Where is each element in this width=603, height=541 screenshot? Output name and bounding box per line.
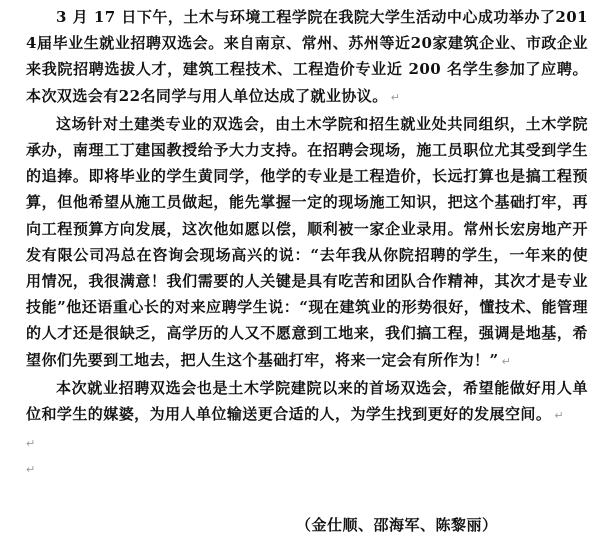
author-byline: （金仕顺、邵海军、陈黎丽） xyxy=(296,516,498,534)
empty-paragraph xyxy=(26,429,588,455)
paragraph-mark-icon: ↵ xyxy=(26,437,36,451)
paragraph-text: 3 月 17 日下午，土木与环境工程学院在我院大学生活动中心成功举办了2014届毕业生就业招聘双选会。来自南京、常州、苏州等近20家建筑企业、市政企业来我院招聘选拔人才，建筑工程技术、工程造价专业近 200 名学生参加了应聘。本次双选会有22名同学与用人单位达成了就业协议。 xyxy=(26,8,588,105)
paragraph-mark-icon: ↵ xyxy=(501,354,512,368)
paragraph-text: 这场针对土建类专业的双选会，由土木学院和招生就业处共同组织，土木学院承办，南理工丁建国教授给予大力支持。在招聘会现场，施工员职位尤其受到学生的追捧。即将毕业的学生黄同学，他学的专业是工程造价，长远打算也是搞工程预算，但他希望从施工员做起，能先掌握一定的现场施工知识，把这个基础打牢，再向工程预算方向发展，这次他如愿以偿，顺利被一家企业录用。常州长宏房地产开发有限公司冯总在咨询会现场高兴的说：“去年我从你院招聘的学生，一年来的使用情况，我很满意！我们需要的人关键是具有吃苦和团队合作精神，其次才是专业技能”他还语重心长的对来应聘学生说：“现在建筑业的形势很好，懂技术、能管理的人才还是很缺乏，高学历的人又不愿意到工地来，我们搞工程，强调是地基，希望你们先要到工地去，把人生这个基础打牢，将来一定会有所作为！” xyxy=(26,114,588,369)
paragraph-mark-icon: ↵ xyxy=(390,90,401,104)
paragraph-mark-icon: ↵ xyxy=(554,409,564,423)
paragraph-text: 本次就业招聘双选会也是土木学院建院以来的首场双选会，希望能做好用人单位和学生的媒婆，为用人单位输送更合适的人，为学生找到更好的发展空间。 xyxy=(26,378,588,424)
paragraph-event-summary xyxy=(26,4,588,111)
empty-paragraph xyxy=(26,455,588,481)
paragraph-mark-icon: ↵ xyxy=(26,463,36,477)
paragraph-conclusion xyxy=(26,375,588,429)
paragraph-job-fair-details xyxy=(26,111,588,375)
document-body xyxy=(26,4,588,481)
